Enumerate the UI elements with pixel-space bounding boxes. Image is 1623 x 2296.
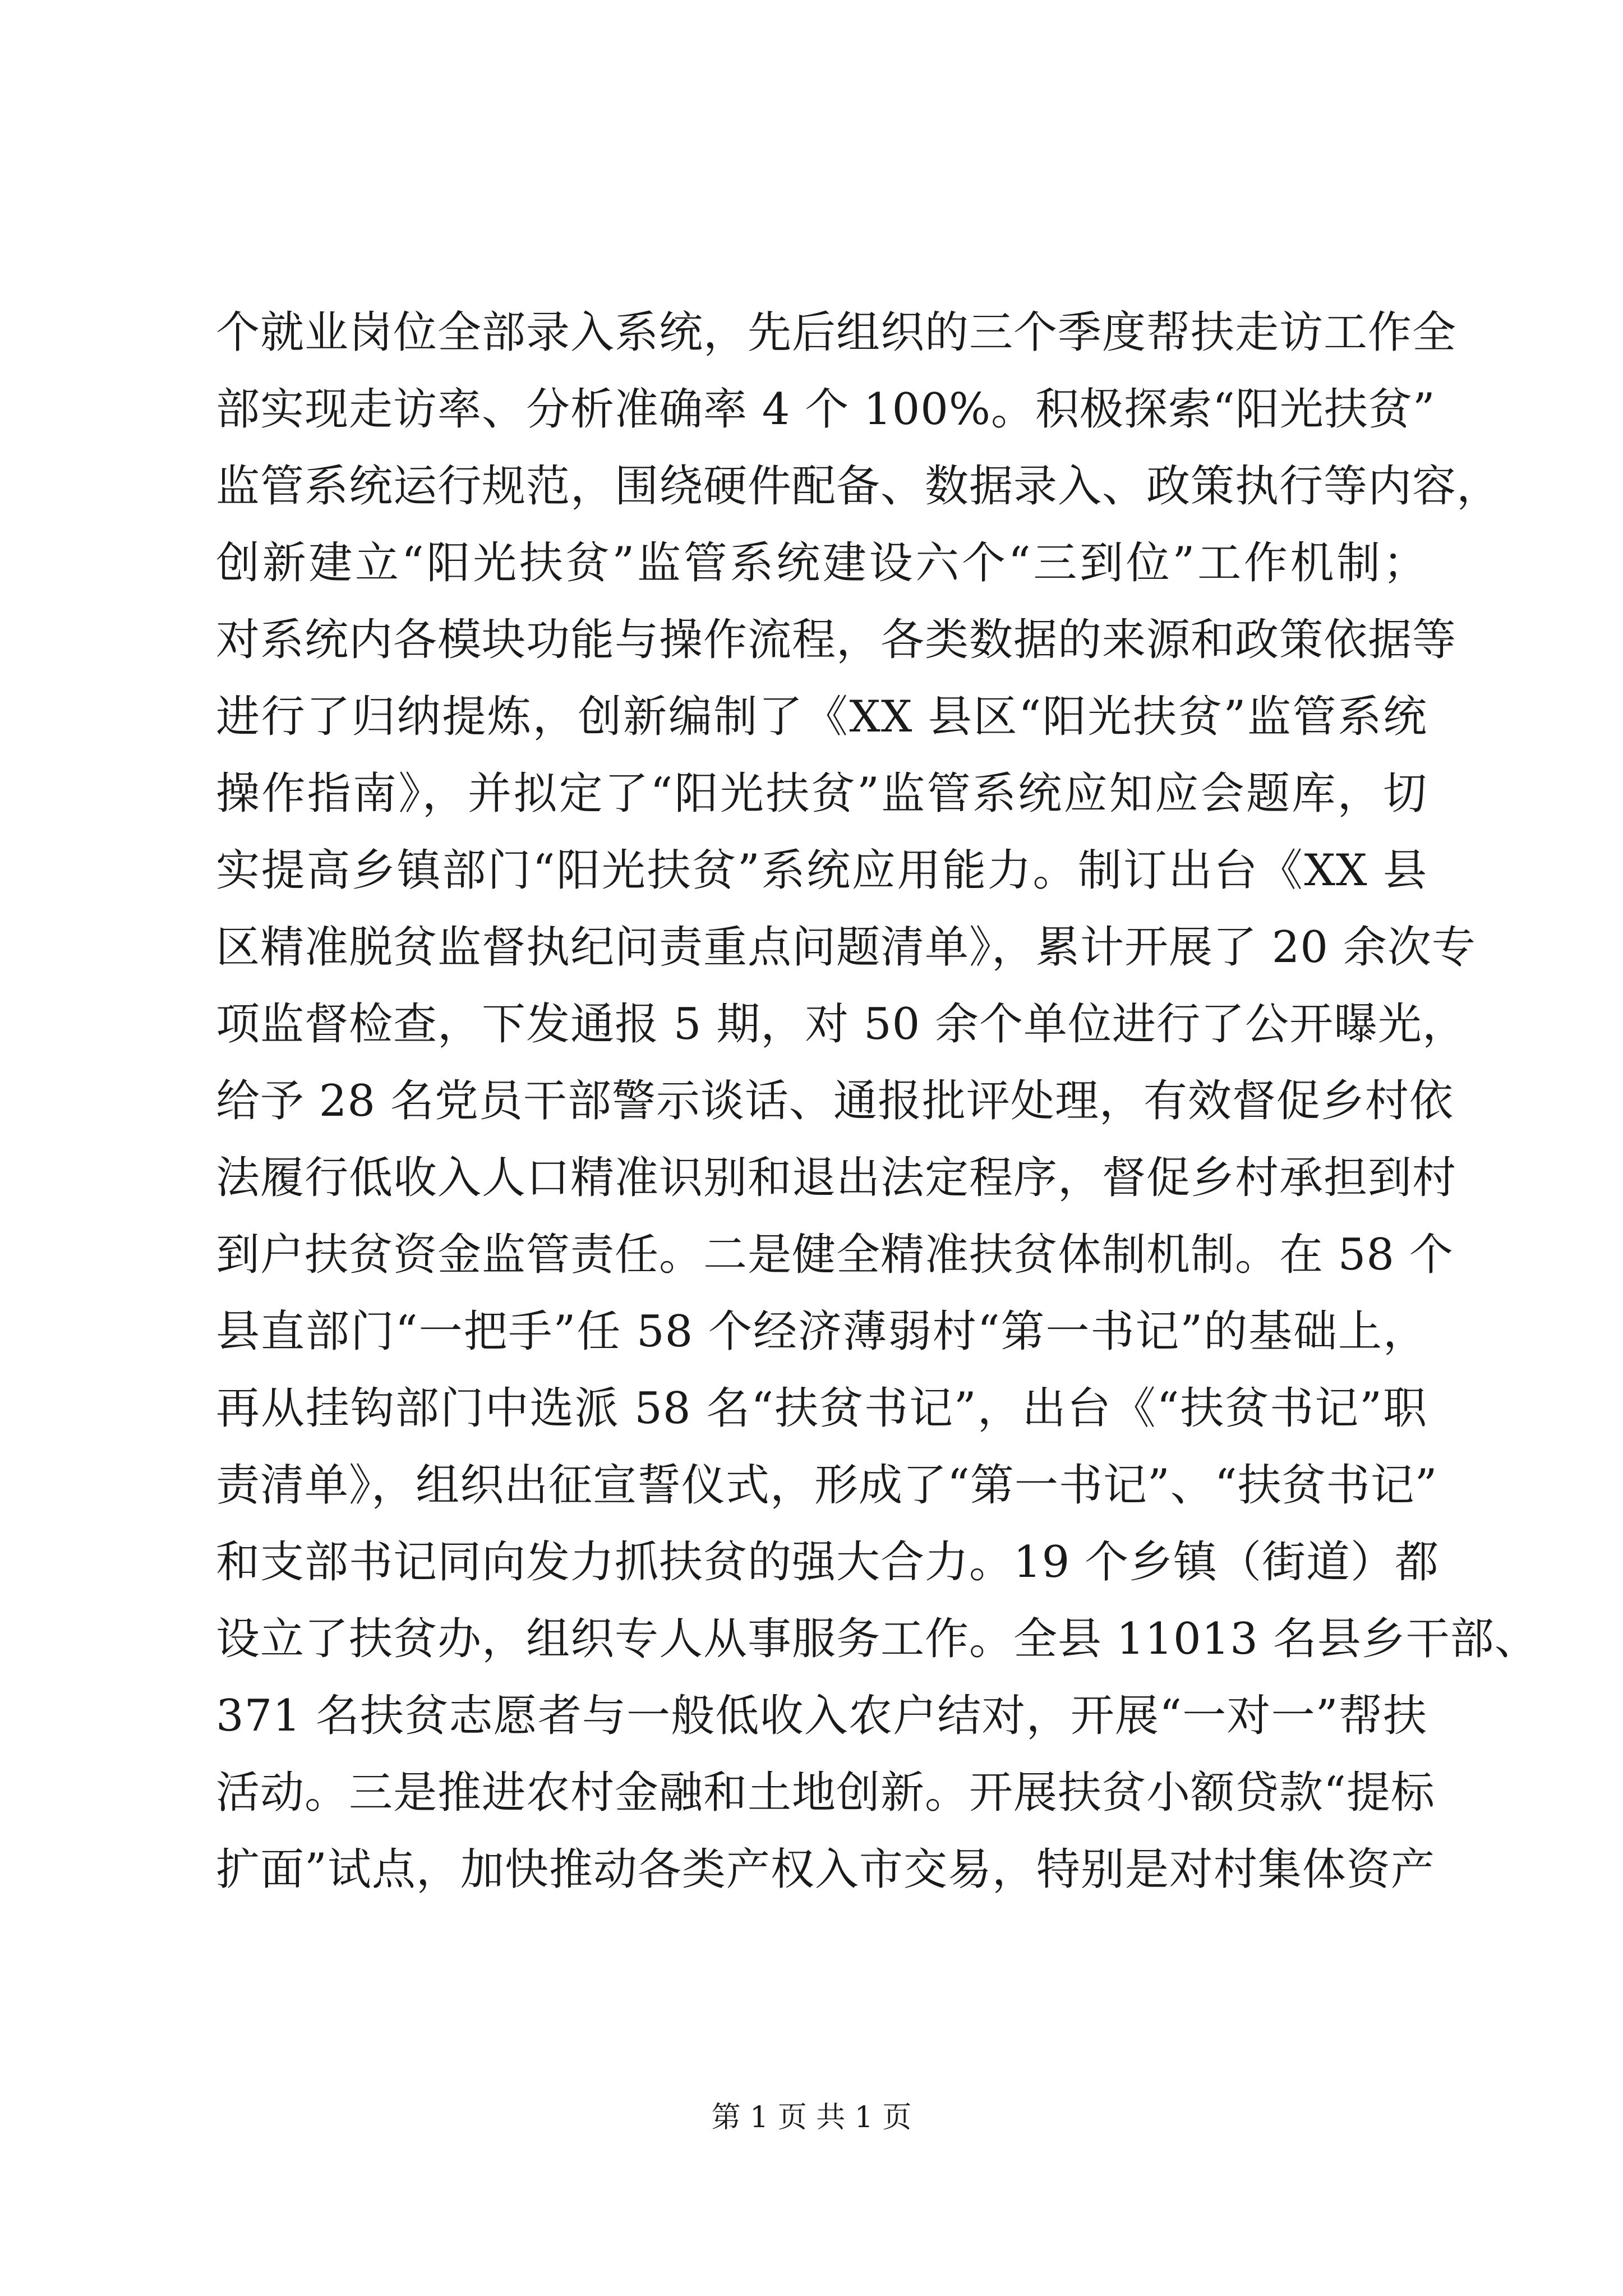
text-line: 371 名扶贫志愿者与一般低收入农户结对，开展“一对一”帮扶 xyxy=(216,1691,1427,1741)
text-line: 法履行低收入人口精准识别和退出法定程序，督促乡村承担到村 xyxy=(216,1153,1457,1203)
text-line: 责清单》，组织出征宣誓仪式，形成了“第一书记”、“扶贫书记” xyxy=(216,1460,1438,1511)
document-body xyxy=(216,295,1539,1908)
text-line: 部实现走访率、分析准确率 4 个 100%。积极探索“阳光扶贫” xyxy=(216,384,1436,435)
text-line: 监管系统运行规范，围绕硬件配备、数据录入、政策执行等内容， xyxy=(216,461,1501,512)
text-line: 创新建立“阳光扶贫”监管系统建设六个“三到位”工作机制； xyxy=(216,538,1427,588)
text-line: 活动。三是推进农村金融和土地创新。开展扶贫小额贷款“提标 xyxy=(216,1768,1435,1818)
text-line: 和支部书记同向发力抓扶贫的强大合力。19 个乡镇（街道）都 xyxy=(216,1537,1440,1588)
text-line: 实提高乡镇部门“阳光扶贫”系统应用能力。制订出台《XX 县 xyxy=(216,845,1427,896)
page-footer: 第 1 页 共 1 页 xyxy=(711,2101,912,2134)
text-line: 设立了扶贫办，组织专人从事服务工作。全县 11013 名县乡干部、 xyxy=(216,1614,1539,1664)
text-line: 操作指南》，并拟定了“阳光扶贫”监管系统应知应会题库，切 xyxy=(216,769,1427,819)
text-line: 到户扶贫资金监管责任。二是健全精准扶贫体制机制。在 58 个 xyxy=(216,1230,1454,1280)
text-line: 区精准脱贫监督执纪问责重点问题清单》，累计开展了 20 余次专 xyxy=(216,922,1476,973)
text-line: 进行了归纳提炼，创新编制了《XX 县区“阳光扶贫”监管系统 xyxy=(216,692,1427,742)
text-line: 个就业岗位全部录入系统，先后组织的三个季度帮扶走访工作全 xyxy=(216,307,1457,358)
text-line: 给予 28 名党员干部警示谈话、通报批评处理，有效督促乡村依 xyxy=(216,1076,1454,1126)
text-line: 对系统内各模块功能与操作流程，各类数据的来源和政策依据等 xyxy=(216,615,1457,665)
text-line: 县直部门“一把手”任 58 个经济薄弱村“第一书记”的基础上， xyxy=(216,1306,1427,1357)
text-line: 扩面”试点，加快推动各类产权入市交易，特别是对村集体资产 xyxy=(216,1844,1435,1895)
text-line: 项监督检查，下发通报 5 期，对 50 余个单位进行了公开曝光， xyxy=(216,999,1467,1050)
text-line: 再从挂钩部门中选派 58 名“扶贫书记”，出台《“扶贫书记”职 xyxy=(216,1383,1427,1434)
